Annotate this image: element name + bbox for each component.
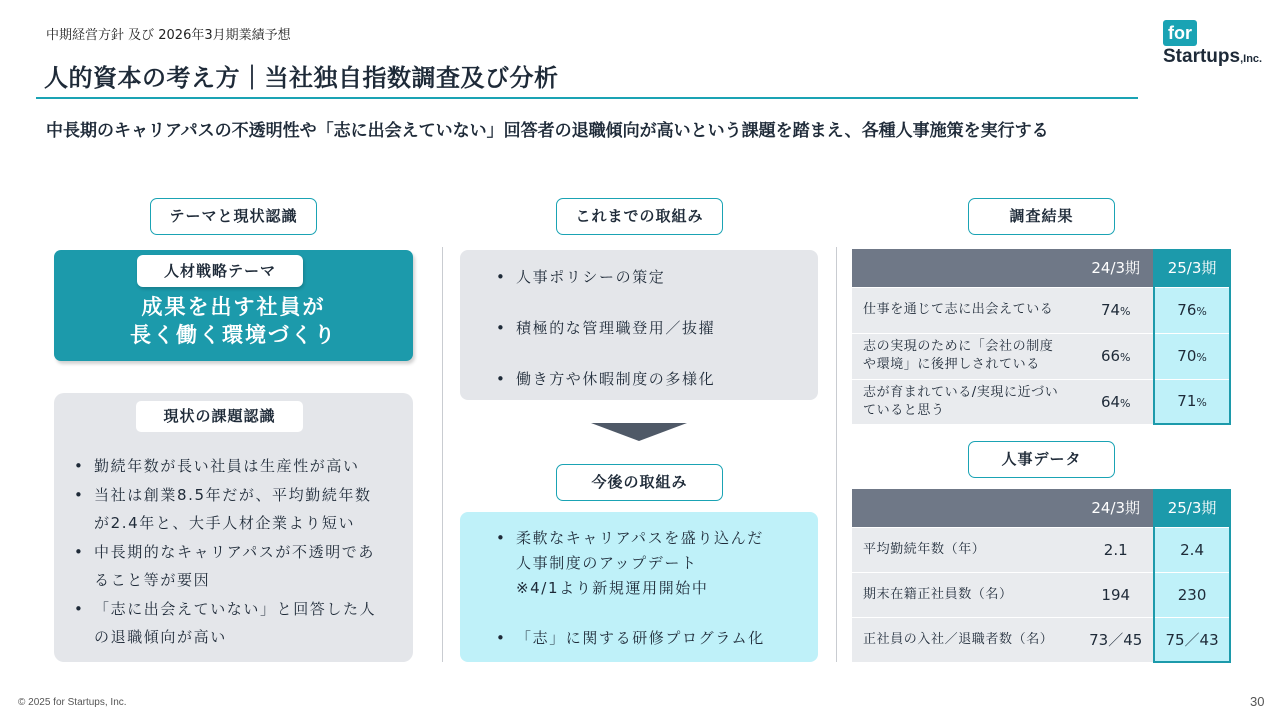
- hr-col-25: 25/3期: [1154, 489, 1230, 527]
- survey-col-24: 24/3期: [1078, 249, 1154, 287]
- hr-row-label: 正社員の入社／退職者数（名）: [852, 617, 1078, 662]
- heading-future-initiatives: 今後の取組み: [556, 464, 723, 501]
- company-logo: [1163, 18, 1273, 78]
- past-initiative-item: • 人事ポリシーの策定: [494, 263, 715, 314]
- future-initiative-item: • 柔軟なキャリアパスを盛り込んだ 人事制度のアップデート ※4/1より新規運用開始中: [494, 526, 814, 601]
- section-subheader: 中期経営方針 及び 2026年3月期業績予想: [46, 28, 291, 43]
- title-divider: [36, 97, 1138, 99]
- issue-item: • 中長期的なキャリアパスが不透明であ ること等が要因: [72, 538, 402, 595]
- table-row: [852, 379, 1230, 424]
- hr-value-25: 230: [1154, 572, 1230, 617]
- survey-value-24: 74%: [1078, 287, 1154, 333]
- future-initiative-item: • 「志」に関する研修プログラム化: [494, 626, 814, 651]
- issue-item: • 当社は創業8.5年だが、平均勤続年数 が2.4年と、大手人材企業より短い: [72, 481, 402, 538]
- theme-line-2: 長く働く環境づくり: [130, 323, 337, 347]
- table-row: [852, 333, 1230, 379]
- table-row: [852, 617, 1230, 662]
- hr-col-24: 24/3期: [1078, 489, 1154, 527]
- hr-row-label: 期末在籍正社員数（名）: [852, 572, 1078, 617]
- logo-for-mark: for: [1163, 20, 1197, 46]
- hr-value-24: 194: [1078, 572, 1154, 617]
- table-row: [852, 527, 1230, 572]
- issue-item: • 「志に出会えていない」と回答した人 の退職傾向が高い: [72, 595, 402, 652]
- theme-label: 人材戦略テーマ: [137, 255, 303, 287]
- hr-value-24: 73／45: [1078, 617, 1154, 662]
- hr-data-table: [852, 489, 1231, 663]
- hr-value-24: 2.1: [1078, 527, 1154, 572]
- survey-row-label: 志の実現のために「会社の制度 や環境」に後押しされている: [852, 333, 1078, 379]
- heading-theme-and-status: テーマと現状認識: [150, 198, 317, 235]
- issues-list: [72, 452, 402, 652]
- past-initiatives-list: [494, 263, 715, 416]
- column-divider: [836, 247, 837, 662]
- heading-past-initiatives: これまでの取組み: [556, 198, 723, 235]
- down-arrow-icon: [591, 423, 687, 441]
- issues-label: 現状の課題認識: [136, 401, 303, 432]
- theme-statement: [54, 293, 413, 349]
- survey-value-25: 70%: [1154, 333, 1230, 379]
- hr-row-label: 平均勤続年数（年）: [852, 527, 1078, 572]
- column-divider: [442, 247, 443, 662]
- logo-wordmark: Startups,Inc.: [1163, 46, 1263, 67]
- hr-value-25: 2.4: [1154, 527, 1230, 572]
- survey-header-blank: [852, 249, 1078, 287]
- past-initiative-item: • 積極的な管理職登用／抜擢: [494, 314, 715, 365]
- table-row: [852, 287, 1230, 333]
- heading-survey-results: 調査結果: [968, 198, 1115, 235]
- survey-value-25: 76%: [1154, 287, 1230, 333]
- page-number: 30: [1250, 694, 1265, 709]
- heading-hr-data: 人事データ: [968, 441, 1115, 478]
- theme-line-1: 成果を出す社員が: [141, 295, 326, 319]
- past-initiative-item: • 働き方や休暇制度の多様化: [494, 365, 715, 416]
- future-initiatives-list: [494, 526, 814, 651]
- survey-row-label: 仕事を通じて志に出会えている: [852, 287, 1078, 333]
- page-title: 人的資本の考え方｜当社独自指数調査及び分析: [44, 64, 559, 92]
- hr-value-25: 75／43: [1154, 617, 1230, 662]
- hr-header-blank: [852, 489, 1078, 527]
- copyright: © 2025 for Startups, Inc.: [18, 697, 127, 708]
- survey-value-24: 64%: [1078, 379, 1154, 424]
- survey-table: [852, 249, 1231, 425]
- lead-statement: 中長期のキャリアパスの不透明性や「志に出会えていない」回答者の退職傾向が高いという課題を踏まえ、各種人事施策を実行する: [46, 121, 1049, 141]
- survey-value-24: 66%: [1078, 333, 1154, 379]
- survey-row-label: 志が育まれている/実現に近づい ていると思う: [852, 379, 1078, 424]
- survey-value-25: 71%: [1154, 379, 1230, 424]
- issue-item: • 勤続年数が長い社員は生産性が高い: [72, 452, 402, 481]
- survey-col-25: 25/3期: [1154, 249, 1230, 287]
- table-row: [852, 572, 1230, 617]
